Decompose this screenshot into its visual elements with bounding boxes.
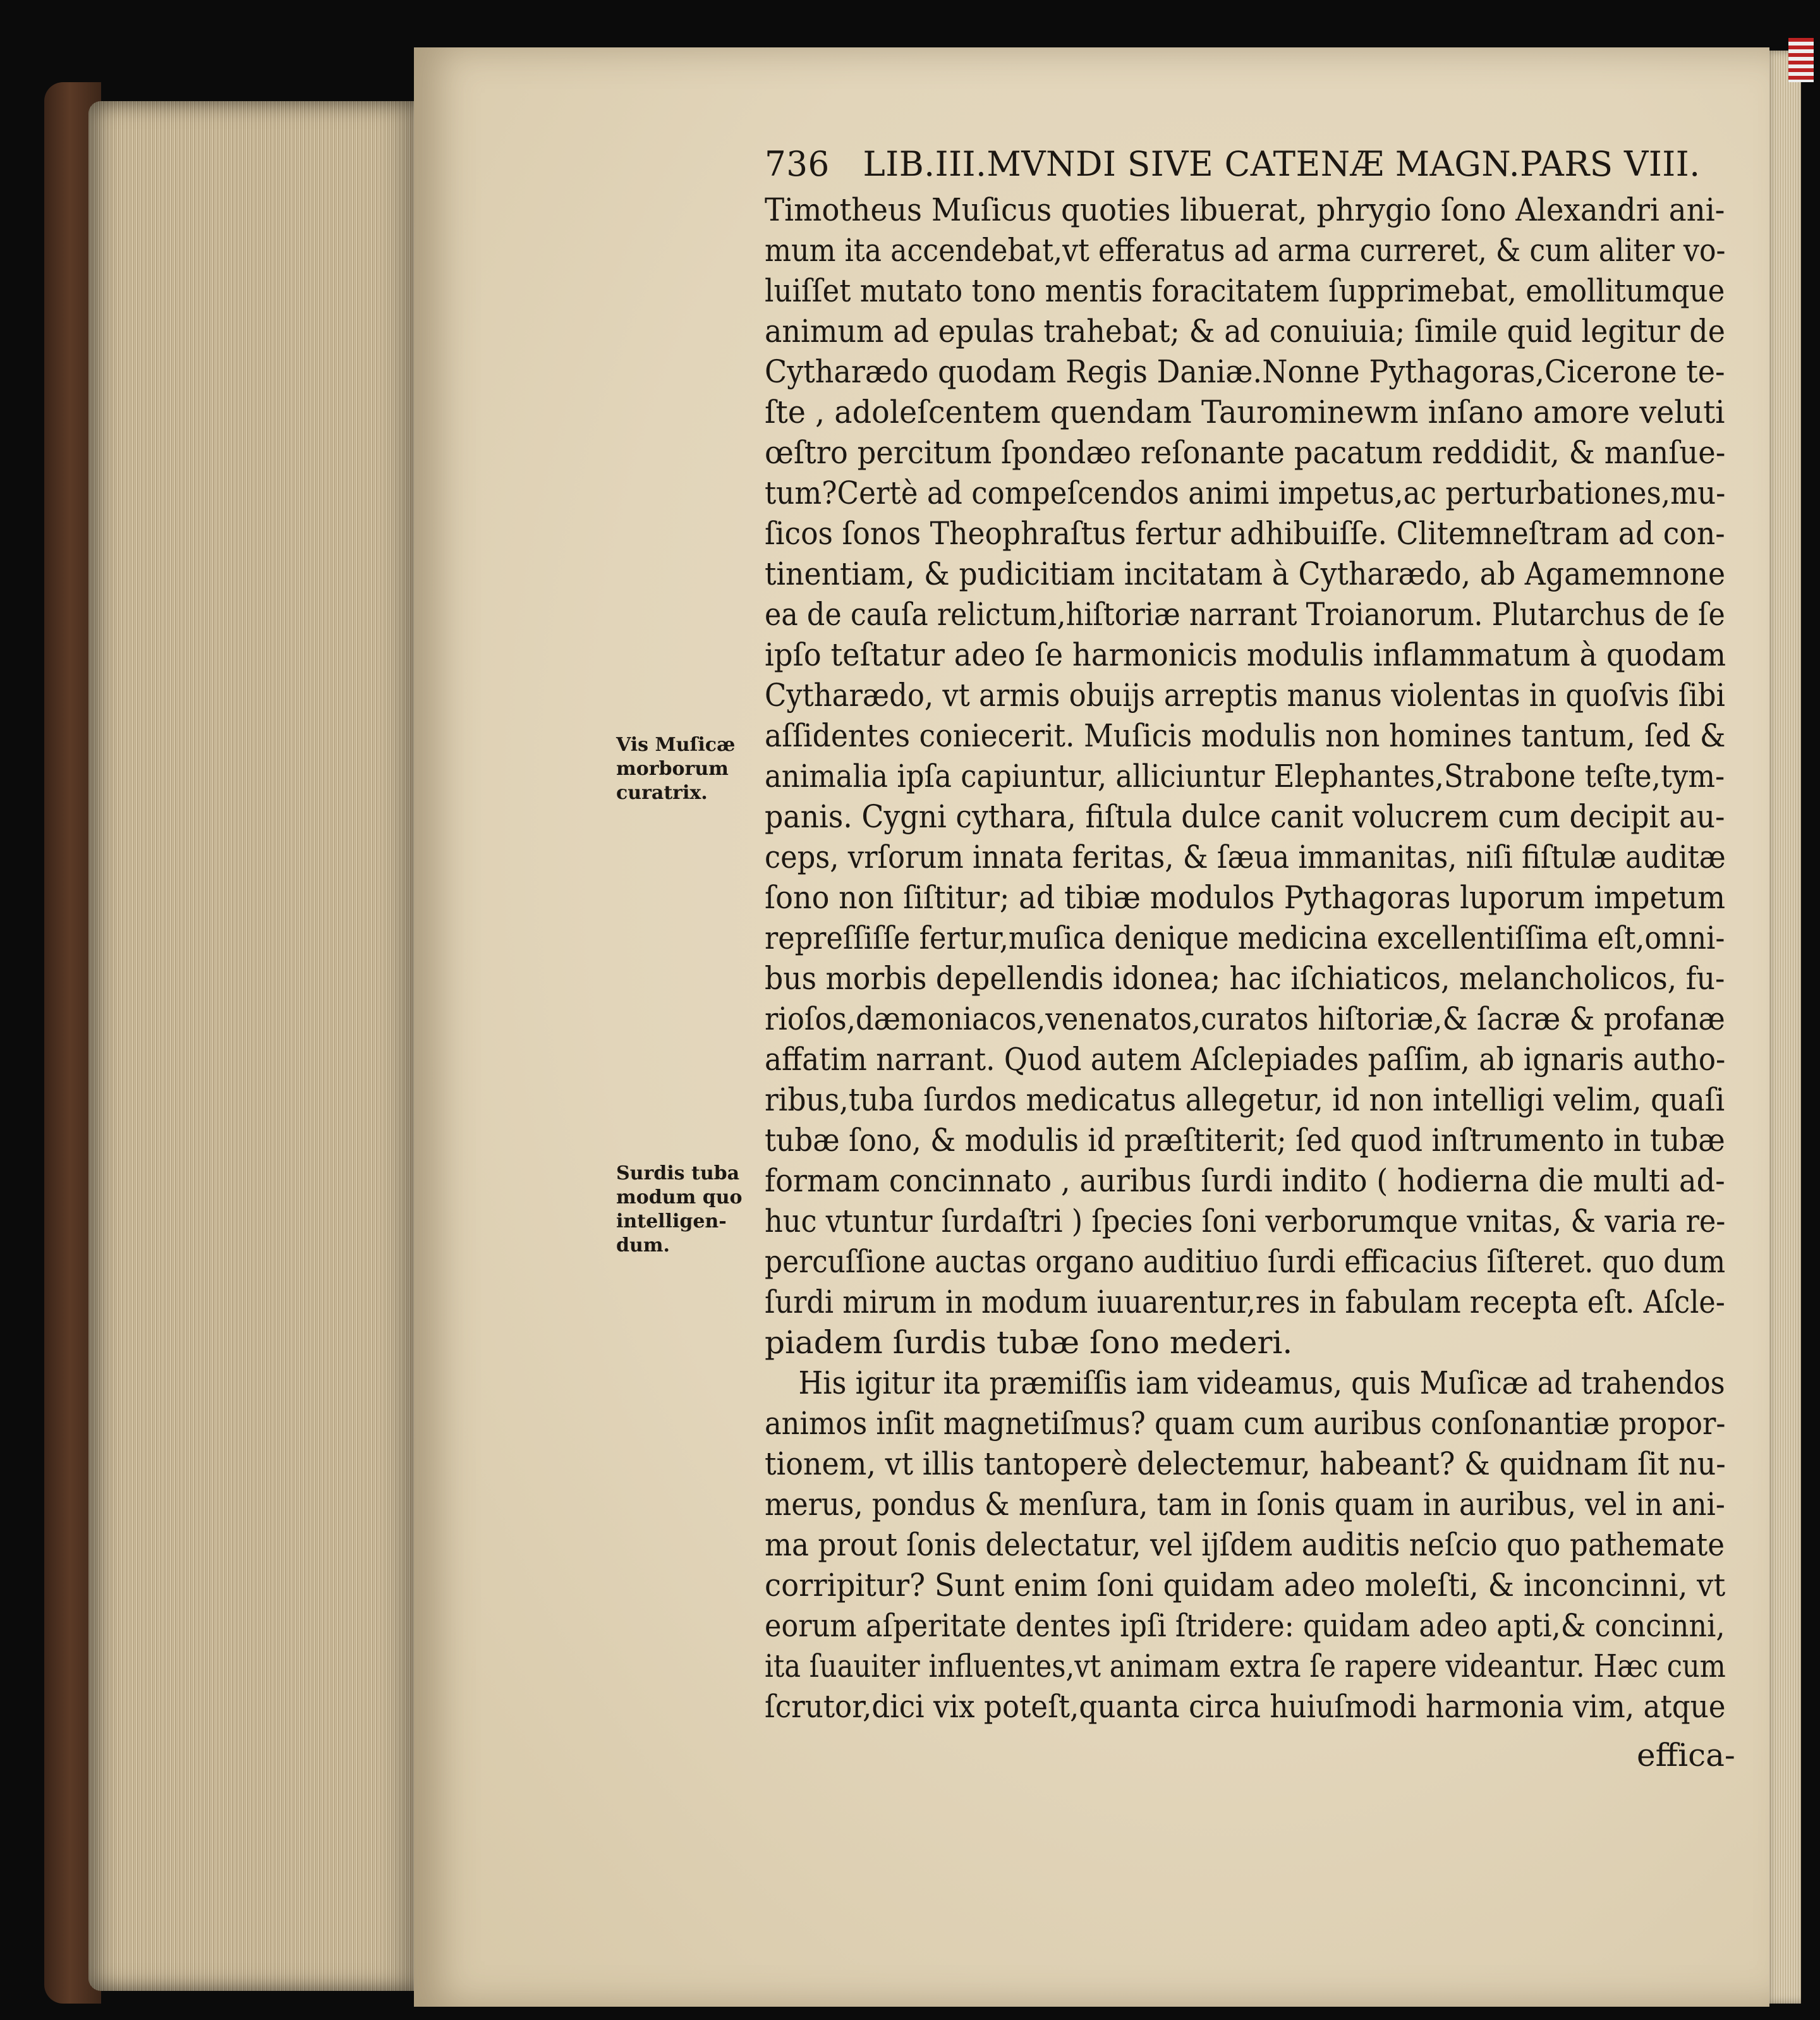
text-line: ma prout ſonis delectatur, vel ijſdem auditis neſcio quo pathemate [765, 1526, 1725, 1563]
text-line: ſurdi mirum in modum iuuarentur,res in fabulam recepta eſt. Aſcle- [765, 1284, 1725, 1320]
text-line: formam concinnato , auribus ſurdi indito ( hodierna die multi ad- [765, 1162, 1725, 1199]
catchword: effica- [1637, 1737, 1735, 1774]
text-line: bus morbis depellendis idonea; hac iſchiaticos, melancholicos, fu- [765, 960, 1725, 997]
marginal-line: Vis Muſicæ [616, 734, 736, 756]
text-line: mum ita accendebat,vt efferatus ad arma curreret, & cum aliter vo- [765, 232, 1726, 269]
bookmark-ribbon [1788, 38, 1814, 82]
text-line: tubæ ſono, & modulis id præſtiterit; ſed quod inſtrumento in tubæ [765, 1122, 1725, 1159]
text-line: Cytharædo quodam Regis Daniæ.Nonne Pythagoras,Cicerone te- [765, 353, 1725, 390]
text-line: tionem, vt illis tantoperè delectemur, habeant? & quidnam ſit nu- [765, 1445, 1726, 1482]
text-line: animalia ipſa capiuntur, alliciuntur Elephantes,Strabone teſte,tym- [765, 758, 1725, 794]
text-line: aſſidentes coniecerit. Muſicis modulis non homines tantum, ſed & [765, 717, 1726, 754]
body-text [765, 190, 1725, 1727]
text-line: repreſſiſſe fertur,muſica denique medicina excellentiſſima eſt,omni- [765, 920, 1725, 956]
marginal-line: Surdis tuba [616, 1162, 740, 1184]
text-line: piadem ſurdis tubæ ſono mederi. [765, 1324, 1293, 1361]
text-line: ita ſuauiter influentes,vt animam extra ſe rapere videantur. Hæc cum [765, 1648, 1726, 1684]
text-line: animum ad epulas trahebat; & ad conuiuia; ſimile quid legitur de [765, 313, 1725, 350]
text-line: huc vtuntur ſurdaſtri ) ſpecies ſoni verborumque vnitas, & varia re- [765, 1203, 1726, 1239]
text-line: Timotheus Muſicus quoties libuerat, phrygio ſono Alexandri ani- [765, 192, 1725, 228]
text-line: ſcrutor,dici vix poteſt,quanta circa huiuſmodi harmonia vim, atque [765, 1688, 1726, 1725]
page-edges [88, 101, 417, 1991]
text-line: percuſſione auctas organo auditiuo ſurdi efficacius ſiſteret. quo dum [765, 1243, 1726, 1280]
text-line: Cytharædo, vt armis obuijs arreptis manus violentas in quoſvis ſibi [765, 677, 1725, 714]
text-line: tinentiam, & pudicitiam incitatam à Cytharædo, ab Agamemnone [765, 556, 1726, 592]
text-line: affatim narrant. Quod autem Aſclepiades paſſim, ab ignaris autho- [765, 1041, 1726, 1078]
text-line: tum?Certè ad compeſcendos animi impetus,ac perturbationes,mu- [765, 475, 1726, 511]
text-line: rioſos,dæmoniacos,venenatos,curatos hiſtoriæ,& ſacræ & profanæ [765, 1001, 1725, 1037]
text-line: animos inſit magnetiſmus? quam cum auribus conſonantiæ propor- [765, 1405, 1726, 1442]
text-line: ſicos ſonos Theophraſtus fertur adhibuiſſe. Clitemneſtram ad con- [765, 515, 1725, 552]
marginal-line: morborum [616, 758, 729, 780]
running-title: LIB.III.MVNDI SIVE CATENÆ MAGN.PARS VIII. [863, 144, 1701, 184]
text-line: ceps, vrſorum innata feritas, & ſæua immanitas, niſi fiſtulæ auditæ [765, 839, 1726, 875]
marginal-note [616, 1162, 749, 1258]
marginal-line: intelligen- [616, 1210, 727, 1232]
text-line: panis. Cygni cythara, fiſtula dulce canit volucrem cum decipit au- [765, 798, 1725, 835]
text-line: ipſo teſtatur adeo ſe harmonicis modulis inflammatum à quodam [765, 636, 1726, 673]
running-head [765, 144, 1701, 184]
marginal-note [616, 733, 749, 805]
marginal-line: modum quo [616, 1186, 743, 1208]
text-line: œſtro percitum ſpondæo reſonante pacatum reddidit, & manſue- [765, 434, 1726, 471]
page-number: 736 [765, 144, 830, 184]
text-line: ſte , adoleſcentem quendam Taurominewm inſano amore veluti [765, 394, 1725, 430]
text-line: His igitur ita præmiſſis iam videamus, quis Muſicæ ad trahendos [798, 1365, 1725, 1401]
text-line: ſono non ſiſtitur; ad tibiæ modulos Pythagoras luporum impetum [765, 879, 1726, 916]
text-line: merus, pondus & menſura, tam in ſonis quam in auribus, vel in ani- [765, 1486, 1725, 1523]
marginal-line: curatrix. [616, 782, 708, 804]
text-line: luiſſet mutato tono mentis foracitatem ſupprimebat, emollitumque [765, 272, 1725, 309]
marginal-line: dum. [616, 1234, 670, 1256]
text-line: corripitur? Sunt enim ſoni quidam adeo moleſti, & inconcinni, vt [765, 1567, 1726, 1603]
text-line: eorum aſperitate dentes ipſi ſtridere: quidam adeo apti,& concinni, [765, 1607, 1725, 1644]
text-line: ea de cauſa relictum,hiſtoriæ narrant Troianorum. Plutarchus de ſe [765, 596, 1725, 633]
text-line: ribus,tuba ſurdos medicatus allegetur, id non intelligi velim, quaſi [765, 1081, 1725, 1118]
